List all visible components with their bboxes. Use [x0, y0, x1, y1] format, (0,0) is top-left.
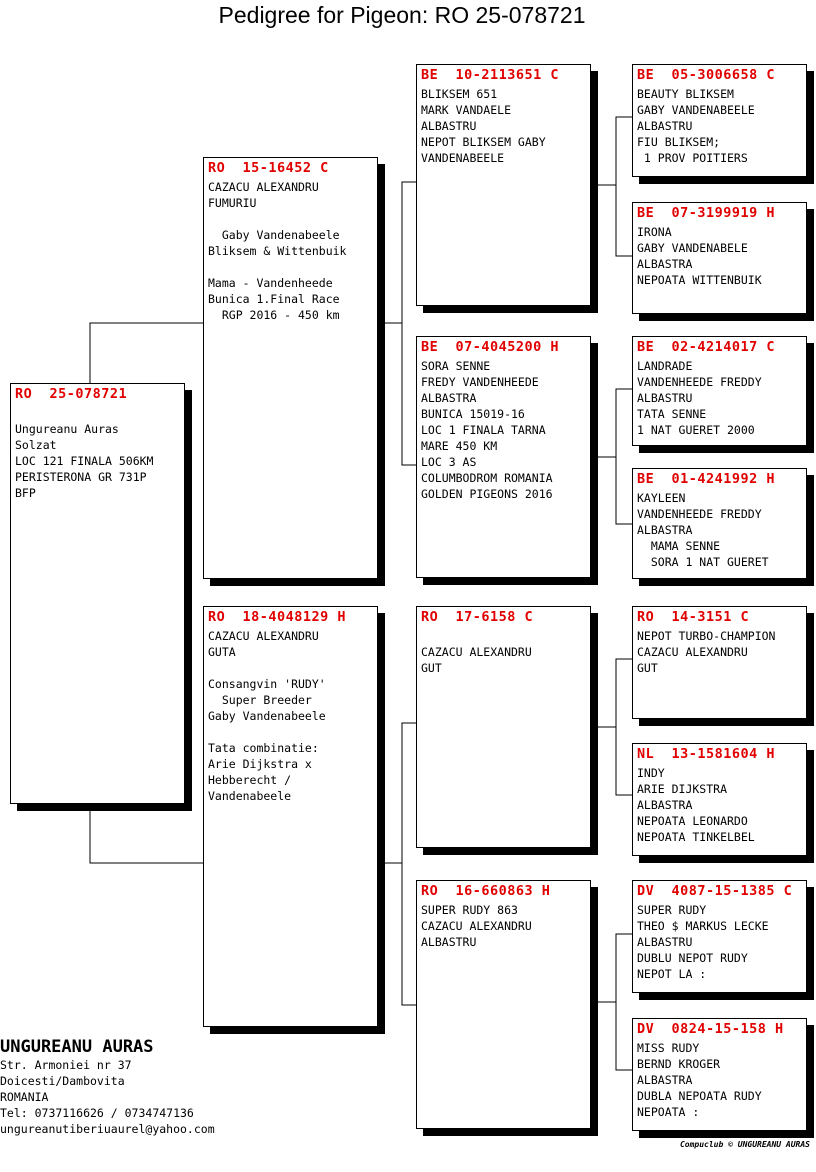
pigeon-card-ffm: [632, 202, 807, 314]
pigeon-detail-line: NEPOT LA :: [637, 967, 707, 981]
pigeon-detail-line: Tata combinatie:: [208, 741, 319, 755]
pigeon-details: [637, 628, 802, 676]
pigeon-detail-line: CAZACU ALEXANDRU: [421, 919, 532, 933]
ring-number: RO 16-660863 H: [421, 883, 551, 899]
pigeon-detail-line: LANDRADE: [637, 359, 693, 373]
pigeon-card-fmm: [632, 468, 807, 579]
pigeon-detail-line: NEPOT BLIKSEM GABY: [421, 135, 546, 149]
pigeon-detail-line: COLUMBODROM ROMANIA: [421, 471, 553, 485]
pigeon-card-mf: [416, 606, 591, 848]
pigeon-detail-line: ALBASTRU: [637, 935, 693, 949]
ring-number: BE 07-3199919 H: [637, 205, 776, 221]
page-title: Pedigree for Pigeon: RO 25-078721: [218, 2, 586, 28]
ring-number: DV 0824-15-158 H: [637, 1021, 784, 1037]
pigeon-detail-line: BUNICA 15019-16: [421, 407, 525, 421]
ring-number: RO 14-3151 C: [637, 609, 750, 625]
owner-phone-line: Tel: 0737116626 / 0734747136: [0, 1106, 194, 1120]
pigeon-detail-line: [208, 660, 373, 676]
pigeon-card-subject: [10, 383, 185, 804]
pigeon-details: [637, 765, 802, 845]
pigeon-detail-line: NEPOATA :: [637, 1105, 700, 1119]
pigeon-detail-line: ALBASTRA: [637, 798, 693, 812]
owner-info: [0, 1037, 215, 1137]
pigeon-detail-line: GUTA: [208, 645, 236, 659]
owner-email-line: ungureanutiberiuaurel@yahoo.com: [0, 1122, 215, 1136]
pigeon-details: [15, 405, 180, 501]
pigeon-detail-line: LOC 3 AS: [421, 455, 477, 469]
pigeon-detail-line: ALBASTRU: [637, 119, 693, 133]
pigeon-detail-line: CAZACU ALEXANDRU: [208, 180, 319, 194]
pigeon-detail-line: TATA SENNE: [637, 407, 707, 421]
pigeon-detail-line: ALBASTRA: [637, 523, 693, 537]
pigeon-card-mother: [203, 606, 378, 1027]
pigeon-detail-line: [208, 259, 373, 275]
pigeon-detail-line: GABY VANDENABEELE: [637, 103, 755, 117]
pigeon-detail-line: BLIKSEM 651: [421, 87, 498, 101]
pigeon-detail-line: [15, 405, 180, 421]
pigeon-detail-line: ALBASTRU: [637, 391, 693, 405]
pigeon-details: [637, 1040, 802, 1120]
pigeon-detail-line: LOC 121 FINALA 506KM: [15, 454, 154, 468]
ring-number: BE 01-4241992 H: [637, 471, 776, 487]
pigeon-detail-line: Bunica 1.Final Race: [208, 292, 340, 306]
pigeon-detail-line: PERISTERONA GR 731P: [15, 470, 147, 484]
ring-number: BE 05-3006658 C: [637, 67, 776, 83]
pigeon-card-mff: [632, 606, 807, 719]
pigeon-detail-line: SORA SENNE: [421, 359, 491, 373]
ring-number: RO 25-078721: [15, 386, 128, 402]
pigeon-detail-line: FREDY VANDENHEEDE: [421, 375, 539, 389]
ring-number: BE 02-4214017 C: [637, 339, 776, 355]
pigeon-detail-line: 1 PROV POITIERS: [637, 151, 748, 165]
pigeon-card-fmf: [632, 336, 807, 446]
pigeon-card-mmf: [632, 880, 807, 993]
pigeon-details: [421, 358, 586, 502]
pigeon-detail-line: NEPOATA TINKELBEL: [637, 830, 755, 844]
pigeon-detail-line: GUT: [637, 661, 658, 675]
pigeon-card-fm: [416, 336, 591, 578]
pigeon-detail-line: Hebberecht /: [208, 773, 292, 787]
pigeon-detail-line: NEPOATA WITTENBUIK: [637, 273, 762, 287]
pigeon-detail-line: Gaby Vandenabeele: [208, 228, 340, 242]
ring-number: DV 4087-15-1385 C: [637, 883, 793, 899]
pigeon-detail-line: CAZACU ALEXANDRU: [637, 645, 748, 659]
pigeon-details: [208, 179, 373, 323]
pigeon-detail-line: MAMA SENNE: [637, 539, 721, 553]
pigeon-detail-line: Mama - Vandenheede: [208, 276, 333, 290]
pigeon-detail-line: ALBASTRA: [421, 391, 477, 405]
pigeon-detail-line: NEPOT TURBO-CHAMPION: [637, 629, 776, 643]
pigeon-detail-line: [421, 628, 586, 644]
pigeon-detail-line: SORA 1 NAT GUERET: [637, 555, 769, 569]
pigeon-detail-line: ARIE DIJKSTRA: [637, 782, 728, 796]
pigeon-card-father: [203, 157, 378, 579]
pigeon-detail-line: VANDENHEEDE FREDDY: [637, 375, 762, 389]
pigeon-details: [637, 490, 802, 570]
pigeon-details: [208, 628, 373, 804]
owner-name: UNGUREANU AURAS: [0, 1037, 154, 1057]
pigeon-detail-line: SUPER RUDY 863: [421, 903, 518, 917]
owner-country-line: ROMANIA: [0, 1090, 49, 1104]
pigeon-detail-line: MISS RUDY: [637, 1041, 700, 1055]
pigeon-detail-line: BEAUTY BLIKSEM: [637, 87, 734, 101]
pigeon-detail-line: [208, 211, 373, 227]
pigeon-detail-line: NEPOATA LEONARDO: [637, 814, 748, 828]
pigeon-card-mmm: [632, 1018, 807, 1131]
ring-number: RO 18-4048129 H: [208, 609, 347, 625]
pigeon-detail-line: Vandenabeele: [208, 789, 292, 803]
pigeon-detail-line: KAYLEEN: [637, 491, 686, 505]
pigeon-detail-line: SUPER RUDY: [637, 903, 707, 917]
pigeon-detail-line: VANDENABEELE: [421, 151, 505, 165]
pigeon-details: [421, 86, 586, 166]
pigeon-details: [637, 224, 802, 288]
pigeon-detail-line: ALBASTRU: [421, 935, 477, 949]
pigeon-detail-line: GOLDEN PIGEONS 2016: [421, 487, 553, 501]
pigeon-detail-line: Consangvin 'RUDY': [208, 677, 326, 691]
pigeon-detail-line: Bliksem & Wittenbuik: [208, 244, 347, 258]
pigeon-card-mm: [416, 880, 591, 1129]
ring-number: RO 17-6158 C: [421, 609, 534, 625]
pigeon-detail-line: Ungureanu Auras: [15, 422, 119, 436]
pigeon-detail-line: MARK VANDAELE: [421, 103, 512, 117]
ring-number: BE 10-2113651 C: [421, 67, 560, 83]
owner-city-line: Doicesti/Dambovita: [0, 1074, 125, 1088]
pigeon-detail-line: FUMURIU: [208, 196, 257, 210]
pigeon-detail-line: VANDENHEEDE FREDDY: [637, 507, 762, 521]
ring-number: BE 07-4045200 H: [421, 339, 560, 355]
pigeon-detail-line: ALBASTRU: [421, 119, 477, 133]
pigeon-card-mfm: [632, 743, 807, 856]
pigeon-details: [421, 628, 586, 676]
pigeon-detail-line: IRONA: [637, 225, 672, 239]
pigeon-detail-line: BERND KROGER: [637, 1057, 721, 1071]
pigeon-detail-line: Gaby Vandenabeele: [208, 709, 326, 723]
ring-number: NL 13-1581604 H: [637, 746, 776, 762]
pigeon-detail-line: ALBASTRA: [637, 1073, 693, 1087]
pigeon-details: [637, 358, 802, 438]
pigeon-detail-line: DUBLU NEPOT RUDY: [637, 951, 748, 965]
pigeon-details: [637, 902, 802, 982]
pigeon-detail-line: Arie Dijkstra x: [208, 757, 312, 771]
footer-copyright: Compuclub © UNGUREANU AURAS: [679, 1140, 810, 1149]
pigeon-detail-line: FIU BLIKSEM;: [637, 135, 721, 149]
pigeon-card-ff: [416, 64, 591, 306]
pigeon-detail-line: Super Breeder: [208, 693, 312, 707]
pigeon-detail-line: Solzat: [15, 438, 57, 452]
pigeon-card-fff: [632, 64, 807, 177]
pigeon-detail-line: LOC 1 FINALA TARNA: [421, 423, 546, 437]
pigeon-detail-line: BFP: [15, 486, 36, 500]
pigeon-detail-line: CAZACU ALEXANDRU: [421, 645, 532, 659]
pigeon-details: [637, 86, 802, 166]
pigeon-detail-line: [208, 724, 373, 740]
ring-number: RO 15-16452 C: [208, 160, 329, 176]
pigeon-detail-line: INDY: [637, 766, 665, 780]
pigeon-detail-line: ALBASTRA: [637, 257, 693, 271]
pigeon-detail-line: DUBLA NEPOATA RUDY: [637, 1089, 762, 1103]
pigeon-detail-line: GABY VANDENABELE: [637, 241, 748, 255]
pigeon-detail-line: RGP 2016 - 450 km: [208, 308, 340, 322]
owner-address-line: Str. Armoniei nr 37: [0, 1058, 132, 1072]
pigeon-detail-line: GUT: [421, 661, 442, 675]
pigeon-detail-line: 1 NAT GUERET 2000: [637, 423, 755, 437]
pigeon-detail-line: MARE 450 KM: [421, 439, 498, 453]
pigeon-detail-line: CAZACU ALEXANDRU: [208, 629, 319, 643]
pigeon-detail-line: THEO $ MARKUS LECKE: [637, 919, 769, 933]
pigeon-details: [421, 902, 586, 950]
